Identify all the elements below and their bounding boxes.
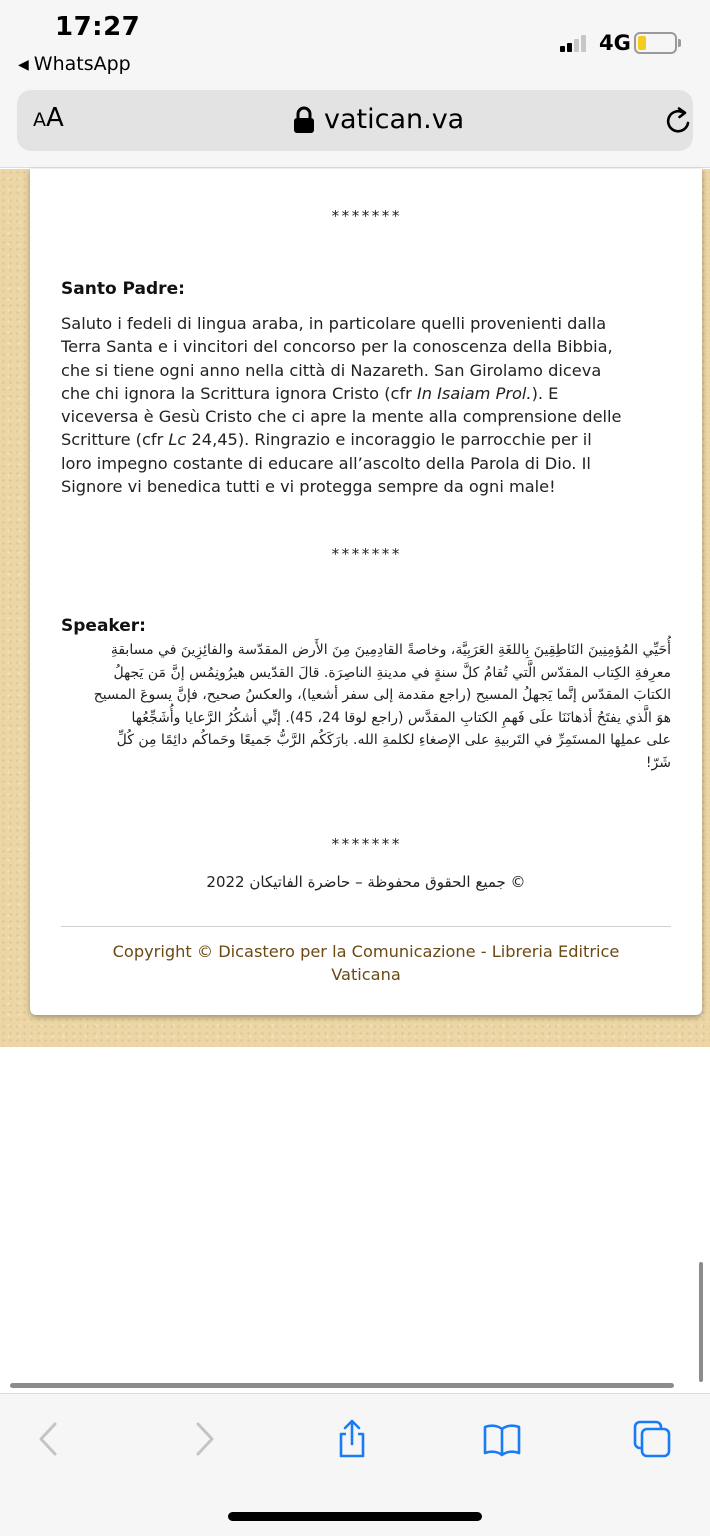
arabic-greeting: أُحَيِّي المُؤمِنِينَ النَاطِقِينَ بِاللغَةِ العَرَبِيَّة، وخاصةً القادِمِينَ مِنَ الأَرض المقدّسة والفائِزِينَ في مسابقةِ معرِفةِ الكِتاب المقدّس الَّتي تُقامُ كلَّ سنةٍ في مدينةِ الناصِرَة. قالَ القدّيس هيرُونِمُس إنَّ مَن يَجهلُ الكتابَ المقدّس إنَّما يَجهلُ المسيح (راجع مقدمة إلى سفر أشعيا)، والعكسُ صحيح، فإنَّ يسوعَ المسيح هوَ الَّذي يفتَحُ أذهانَنَا علَى فَهمِ الكتابِ المقدَّس (راجع لوقا 24، 45). إنِّي أشكُرُ الرَّعايا وأُشَجِّعُها على عملِها المستَمِرِّ في التَربيةِ على الإصغاءِ لكلمةِ الله. بارَكَكُم الرَّبُّ جَميعًا وحَماكُم دائِمًا مِن كُلِّ شَرّ! <box>93 642 671 771</box>
back-to-app-link[interactable] <box>18 53 131 75</box>
speaker-label-speaker: Speaker: <box>61 616 146 636</box>
status-time: 17:27 <box>55 12 141 42</box>
speaker-label-santo-padre: Santo Padre: <box>61 279 185 299</box>
forward-icon[interactable] <box>183 1419 223 1459</box>
top-chrome <box>0 0 710 168</box>
battery-icon <box>634 32 677 54</box>
bookmarks-icon[interactable] <box>482 1419 522 1459</box>
back-triangle-icon: ◀ <box>18 57 29 73</box>
article-card <box>30 169 702 1015</box>
footer-divider <box>61 926 671 927</box>
back-icon[interactable] <box>30 1419 70 1459</box>
reload-icon[interactable] <box>663 105 695 137</box>
network-type: 4G <box>599 31 631 55</box>
url-domain[interactable]: vatican.va <box>324 104 465 135</box>
battery-nub <box>678 39 681 47</box>
share-icon[interactable] <box>332 1419 372 1459</box>
separator: ******* <box>330 545 402 563</box>
italian-greeting: Saluto i fedeli di lingua araba, in particolare quelli provenienti dalla Terra Santa e i vincitori del concorso per la conoscenza della Bibbia, che si tiene ogni anno nella città di Nazareth. San Girolamo diceva che chi ignora la Scrittura ignora Cristo (cfr In Isaiam Prol.). E viceversa è Gesù Cristo che ci apre la mente alla comprensione delle Scritture (cfr Lc 24,45). Ringrazio e incoraggio le parrocchie per il loro impegno costante di educare all’ascolto della Parola di Dio. Il Signore vi benedica tutti e vi protegga sempre da ogni male! <box>61 314 622 497</box>
separator: ******* <box>330 835 402 853</box>
home-indicator <box>228 1512 482 1521</box>
text-size-button[interactable]: AA <box>33 103 64 133</box>
back-app-label: WhatsApp <box>33 53 131 75</box>
tabs-icon[interactable] <box>632 1419 672 1459</box>
address-bar[interactable] <box>17 90 693 151</box>
horizontal-scrollbar[interactable] <box>10 1383 674 1388</box>
arabic-copyright: © جميع الحقوق محفوظة – حاضرة الفاتيكان 2022 <box>206 873 526 891</box>
lock-icon <box>292 106 316 134</box>
cellular-signal-icon <box>560 34 592 52</box>
separator: ******* <box>330 207 402 225</box>
footer-copyright-link[interactable]: Copyright © Dicastero per la Comunicazione - Libreria Editrice Vaticana <box>112 942 620 984</box>
vertical-scrollbar[interactable] <box>699 1262 703 1382</box>
